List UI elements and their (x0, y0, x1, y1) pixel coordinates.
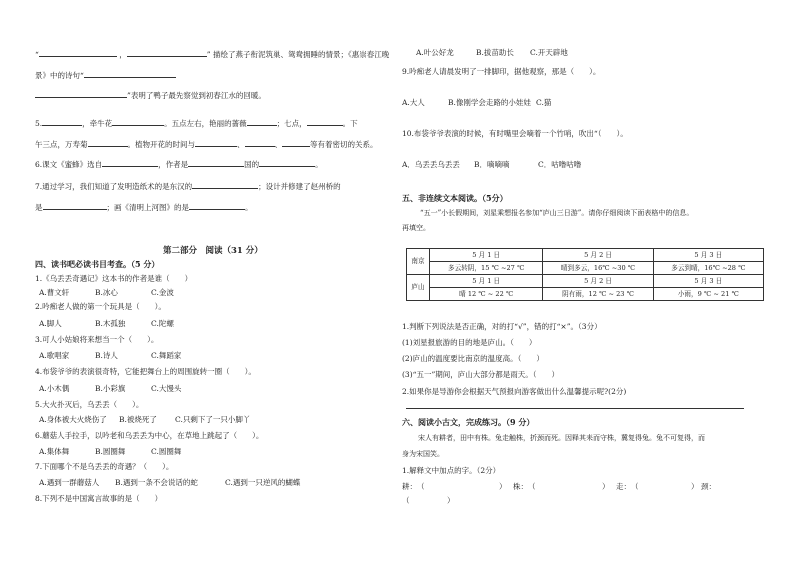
mc-q7-options (39, 478, 300, 488)
option[interactable]: B.小彩旗 (95, 384, 126, 393)
mc-q5-options (39, 415, 250, 425)
option[interactable]: C.开天辟地 (530, 48, 568, 57)
option[interactable]: C.舞蹈家 (151, 351, 182, 360)
q5-blank-6[interactable] (195, 138, 237, 147)
q5-line2: 午三点，万寿菊 。植物开花的时间与 、 、 等有着密切的关系。 (35, 140, 378, 149)
judge-item-2[interactable]: (2)庐山的温度要比南京的温度高。（ ） (402, 354, 544, 363)
q5-line1: 5. ，牵牛花 。五点左右，艳丽的蔷薇 ；七点， 。下 (35, 119, 358, 128)
table-cell: 5 月 3 日 (653, 275, 763, 288)
weather-table (406, 248, 764, 301)
table-cell: 5 月 3 日 (653, 249, 763, 262)
q5-blank-5[interactable] (88, 138, 128, 147)
option[interactable]: A.脚人 (39, 319, 62, 328)
table-cell: 晴到多云，16℃ ~30 ℃ (543, 262, 653, 275)
table-cell: 5 月 1 日 (430, 275, 543, 288)
mc-q2: 2.吟痴老人做的第一个玩具是（ ）。 (35, 302, 166, 311)
answer-paren[interactable]: （ (528, 482, 536, 491)
table-cell: 5 月 2 日 (543, 249, 653, 262)
option[interactable]: B.冰心 (95, 288, 118, 297)
q7-blank-1[interactable] (192, 180, 258, 189)
table-cell: 5 月 2 日 (543, 275, 653, 288)
section6-title: 六、阅读小古文，完成练习。（9 分） (402, 417, 535, 427)
option[interactable]: C.圆圈舞 (151, 447, 182, 456)
mc-q3: 3.可人小姑娘将来想当一个（ ）。 (35, 335, 159, 344)
table-row (407, 275, 764, 288)
option[interactable]: C.陀螺 (151, 319, 174, 328)
q5-blank-3[interactable] (247, 117, 277, 126)
option[interactable]: A.身体被大火烧伤了 (39, 415, 107, 424)
table-cell: 小雨，9 ℃ ~ 21 ℃ (653, 288, 763, 301)
judge-item-1[interactable]: (1)刘星报旅游的目的地是庐山。（ ） (402, 338, 537, 347)
q5-blank-8[interactable] (282, 138, 310, 147)
option[interactable]: C.大馒头 (151, 384, 182, 393)
option[interactable]: B.像刚学会走路的小娃娃 (448, 98, 531, 107)
q2-prompt: 2.如果你是导游你会根据天气预报向游客做出什么温馨提示呢?(2分) (402, 387, 627, 396)
q4-line1: “ ， ” 描绘了燕子衔泥筑巢、鸳鸯拥睡的情景；《惠崇春江晚 (35, 50, 390, 59)
mc-q6: 6.蘑菇人手拉手，以吟老和乌丢丢为中心，在草地上跳起了（ ）。 (35, 431, 264, 440)
option[interactable]: B.被烧死了 (119, 415, 157, 424)
section5-intro-1: “五一”小长假期间，刘星乘想报名参加“庐山三日游”。请你仔细阅读下面表格中的信息。 (420, 209, 694, 217)
mc-q9-options (402, 98, 551, 108)
mc-q1-options (39, 288, 174, 298)
section5-title: 五、非连续文本阅读。（5分） (402, 193, 508, 203)
q6-blank-2[interactable] (188, 158, 244, 167)
option[interactable]: C．咕噜咕噜 (538, 160, 582, 169)
mc-q5: 5.大火扑灭后，乌丢丢（ ）。 (35, 400, 144, 409)
answer-paren[interactable]: （ (631, 482, 639, 491)
option[interactable]: A．乌丢丢乌丢丢 (402, 160, 460, 169)
mc-q1: 1.《乌丢丢奇遇记》这本书的作者是谁（ ） (35, 274, 193, 283)
judge-item-3[interactable]: (3)“五一”期间，庐山大部分都是雨天。（ ） (402, 370, 560, 379)
option[interactable]: B.木孤独 (95, 319, 126, 328)
s6-words: 耕：（ ） 株：（ ） 走：（ ） 颈： (402, 482, 716, 491)
table-row (407, 262, 764, 275)
option[interactable]: A.歌唱家 (39, 351, 70, 360)
mc-q3-options (39, 351, 181, 361)
q5-blank-1[interactable] (42, 117, 82, 126)
table-cell: 南京 (407, 249, 430, 275)
table-cell: 晴 12 ℃ ~ 22 ℃ (430, 288, 543, 301)
table-cell: 庐山 (407, 275, 430, 301)
q4-blank-3[interactable] (84, 69, 176, 78)
option[interactable]: C.金波 (151, 288, 174, 297)
s6-words-close: （ ） (402, 496, 455, 505)
q5-blank-4[interactable] (307, 117, 343, 126)
mc-q2-options (39, 319, 174, 329)
option[interactable]: B．嘀嘀嘀 (474, 160, 510, 169)
table-row (407, 288, 764, 301)
mc-q9: 9.吟痴老人请晨发明了一排脚印，据他观察，那是（ ）。 (402, 67, 601, 76)
option[interactable]: A.大人 (402, 98, 425, 107)
option[interactable]: B.圆圈舞 (95, 447, 126, 456)
table-row (407, 249, 764, 262)
q5-blank-2[interactable] (112, 117, 164, 126)
option[interactable]: A.叶公好龙 (416, 48, 454, 57)
option[interactable]: C.只剩下了一只小脚丫 (175, 415, 251, 424)
q4-blank-4[interactable] (35, 89, 127, 98)
answer-line[interactable] (406, 408, 744, 409)
judge-title: 1.判断下列说法是否正确，对的打“√”，错的打“×”。（3分） (402, 322, 602, 331)
q6-blank-3[interactable] (259, 158, 315, 167)
mc-q10: 10.布袋爷爷表演的时候，有时嘴里会嘀着一个竹哨，吹出“（ ）。 (402, 129, 628, 138)
part2-title: 第二部分 阅读（31 分） (163, 246, 263, 256)
mc-q4-options (39, 384, 181, 394)
classical-text-2: 身为宋国笑。 (402, 450, 444, 458)
q6-line: 6.课文《蜜蜂》选自 ，作者是 国的 。 (35, 160, 323, 169)
mc-q10-options (402, 160, 581, 170)
option[interactable]: A.小木偶 (39, 384, 70, 393)
option[interactable]: B.拔苗助长 (476, 48, 514, 57)
option[interactable]: C.猫 (536, 98, 552, 107)
mc-q8-options (416, 48, 568, 58)
q7-line2: 是 ；画《清明上河图》的是 。 (35, 203, 253, 212)
option[interactable]: A.遇到一群蘑菇人 (39, 478, 100, 487)
section4-title: 四、读书吧必读书目考查。（5 分） (35, 259, 160, 269)
q7-blank-2[interactable] (43, 201, 107, 210)
q5-blank-7[interactable] (245, 138, 275, 147)
q4-blank-2[interactable] (127, 48, 207, 57)
option[interactable]: A.集体舞 (39, 447, 70, 456)
classical-text-1: 宋人有耕者，田中有株。兔走触株，折颈而死。因释其耒而守株，冀复得兔。兔不可复得，而 (418, 434, 705, 442)
q4-line3: ”表明了鸭子最先察觉到初春江水的回暖。 (35, 89, 266, 101)
mc-q4: 4.布袋爷爷的表演很奇特，它能把舞台上的周围旋转一圈（ ）。 (35, 367, 256, 376)
s6-q1: 1.解释文中加点的字。（2分） (402, 466, 501, 475)
table-cell: 多云到晴，16℃ ~28 ℃ (653, 262, 763, 275)
table-cell: 阴有雨，12 ℃ ~ 23 ℃ (543, 288, 653, 301)
q7-line1: 7.通过学习，我们知道了发明造纸术的是东汉的 ；设计并修建了赵州桥的 (35, 182, 341, 191)
option[interactable]: B.遇到一条不会说话的蛇 (115, 478, 198, 487)
q7-blank-3[interactable] (189, 201, 245, 210)
q4-line2: 景》中的诗句“ (35, 69, 176, 81)
option[interactable]: B.诗人 (95, 351, 118, 360)
q4-blank-1[interactable] (39, 48, 117, 57)
mc-q7: 7.下面哪个不是乌丢丢的奇遇？（ ）。 (35, 462, 174, 471)
option[interactable]: C.遇到一只逆风的蝴蝶 (225, 478, 301, 487)
option[interactable]: A.曹文轩 (39, 288, 70, 297)
mc-q8: 8.下列不是中国寓言故事的是（ ） (35, 494, 163, 503)
answer-paren[interactable]: （ (417, 482, 425, 491)
section5-intro-2: 再填空。 (402, 224, 430, 232)
mc-q6-options (39, 447, 181, 457)
table-cell: 5 月 1 日 (430, 249, 543, 262)
table-cell: 多云转阴，15 ℃ ~27 ℃ (430, 262, 543, 275)
q6-blank-1[interactable] (102, 158, 158, 167)
